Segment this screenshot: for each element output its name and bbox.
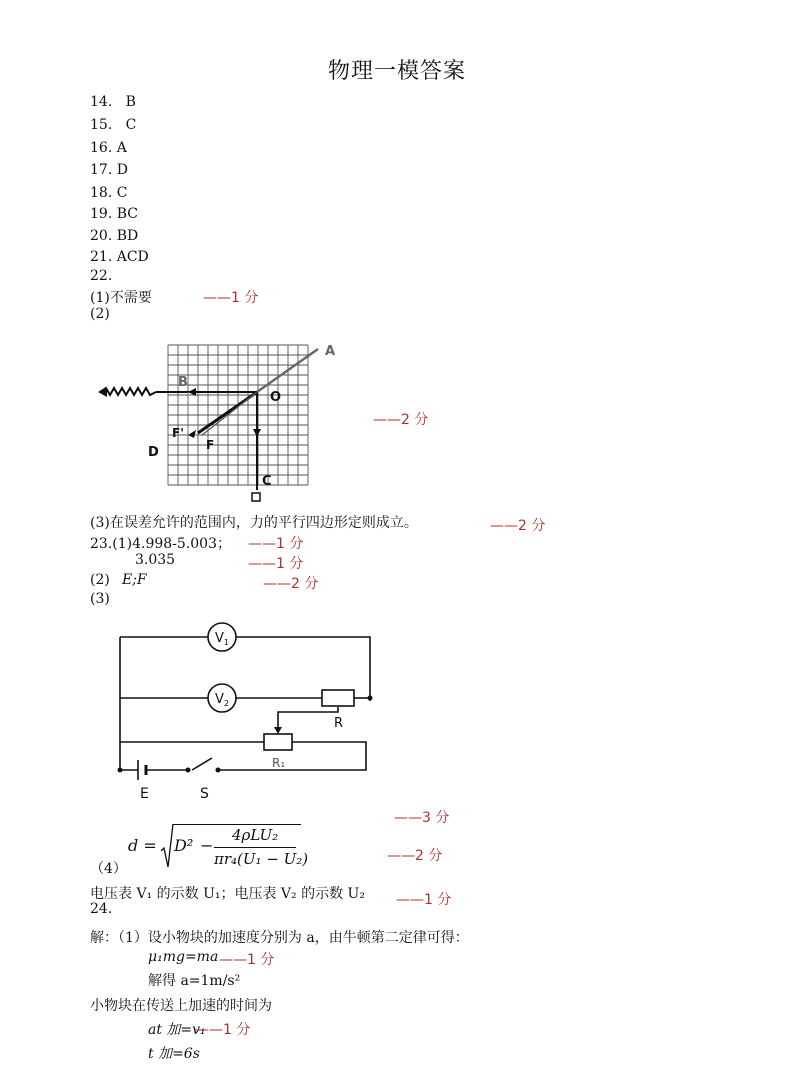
q22-part3-score: ——2 分 [490,518,546,534]
mc-answer-20: 20. BD [90,228,139,244]
formula-minus: − [200,836,214,855]
q22-number: 22. [90,268,113,284]
q23-part1b: 3.035 [135,552,176,568]
formula-denominator: πr₄(U₁ − U₂) [214,850,309,868]
formula-numerator: 4ρLU₂ [232,826,279,844]
q22-part3: (3)在误差允许的范围内，力的平行四边形定则成立。 [90,515,418,531]
label-o: O [270,390,282,405]
sqrt-icon [160,823,174,873]
label-r1: R₁ [272,756,286,770]
label-c: C [262,474,272,489]
page-title: 物理一模答案 [327,59,466,84]
q23-note: 电压表 V₁ 的示数 U₁；电压表 V₂ 的示数 U₂ [90,886,365,902]
label-b: B [178,375,188,390]
circuit-diagram [100,620,390,805]
q22-part1-score: ——1 分 [203,290,259,306]
mc-answer-15: 15. C [90,117,137,133]
q24-line2: 小物块在传送上加速的时间为 [90,998,272,1014]
q23-part2-score: ——2 分 [263,576,319,592]
line-oa [257,349,318,392]
mc-answer-17: 17. D [90,162,128,178]
spring-icon [100,388,156,395]
mc-answer-21: 21. ACD [90,249,149,265]
q23-part2-number: (2) [90,572,110,588]
q24-eq1: μ₁mg=ma [148,949,219,965]
q22-part1: (1)不需要 [90,290,152,306]
label-f: F [206,438,215,452]
label-d: D [148,445,159,460]
q23-part1-score: ——1 分 [248,536,304,552]
formula-d2: D² [174,836,194,855]
label-r: R [334,716,344,731]
resistor-r-icon [322,690,354,706]
q23-part1: 23.(1)4.998-5.003； [90,536,231,552]
q24-number: 24. [90,901,113,917]
mc-answer-19: 19. BC [90,206,138,222]
weight-icon [252,493,260,501]
q23-part4-number: （4） [90,861,127,877]
q24-line1: 解：（1）设小物块的加速度分别为 a，由牛顿第二定律可得： [90,930,469,946]
label-v1: $V_1$ [215,631,229,647]
q23-part3-score: ——3 分 [394,810,450,826]
mc-answer-18: 18. C [90,185,128,201]
mc-answer-16: 16. A [90,140,127,156]
label-v2: $V_2$ [215,692,229,708]
q23-part4-score: ——2 分 [387,848,443,864]
mc-answer-14: 14. B [90,94,136,110]
q22-part2: (2) [90,306,110,322]
label-f-prime: F' [172,426,184,440]
q22-part2-score: ——2 分 [373,412,429,428]
q23-part2: E;F [122,572,147,588]
label-a: A [325,344,336,359]
q23-note-score: ——1 分 [396,892,452,908]
q24-eq2: 解得 a=1m/s² [148,973,241,989]
label-s: S [200,786,209,802]
q24-eq3-score: ——1 分 [195,1022,251,1038]
q24-eq4: t 加=6s [148,1046,200,1062]
q24-eq3: at 加=v₁ [148,1022,206,1038]
formula-lhs: d = [128,836,157,855]
rheostat-icon [264,734,292,750]
arrow-left-icon [98,387,107,397]
q24-eq1-score: ——1 分 [219,952,275,968]
force-parallelogram-diagram [90,335,350,505]
q23-part3: (3) [90,591,110,607]
q23-part1b-score: ——1 分 [248,556,304,572]
label-e: E [140,786,149,802]
